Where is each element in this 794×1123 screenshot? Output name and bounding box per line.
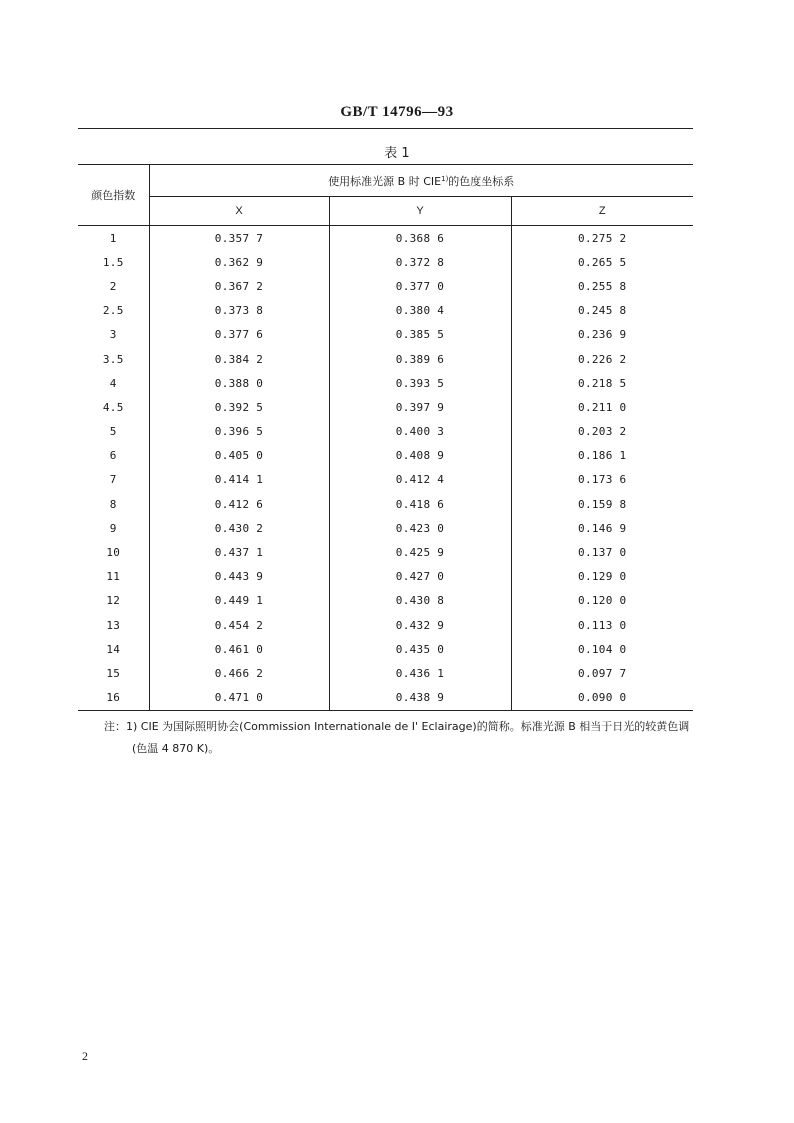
y-value-cell: 0.436 1: [329, 661, 511, 685]
z-value-cell: 0.236 9: [511, 323, 693, 347]
table-row: [78, 565, 693, 589]
x-value-cell: 0.471 0: [149, 686, 329, 711]
table-row: [78, 686, 693, 711]
color-index-cell: 16: [78, 686, 149, 711]
x-value-cell: 0.437 1: [149, 540, 329, 564]
table-row: [78, 347, 693, 371]
z-value-cell: 0.186 1: [511, 444, 693, 468]
table-row: [78, 468, 693, 492]
group-header-suffix: 的色度坐标系: [448, 174, 515, 188]
table-row: [78, 589, 693, 613]
color-index-cell: 13: [106, 618, 121, 632]
z-value-cell: 0.203 2: [511, 420, 693, 444]
table-body: [78, 226, 693, 711]
color-index-cell: 1: [109, 231, 117, 245]
group-header-prefix: 使用标准光源 B 时 CIE: [328, 174, 442, 188]
x-value-cell: 0.362 9: [149, 250, 329, 274]
y-value-cell: 0.393 5: [329, 371, 511, 395]
footnote-line-1: 注：1) CIE 为国际照明协会(Commission Internationale de I' Eclairage)的简称。标准光源 B 相当于日光的较黄色调: [104, 720, 690, 733]
x-value-cell: 0.430 2: [149, 516, 329, 540]
x-value-cell: 0.454 2: [149, 613, 329, 637]
page-number: 2: [82, 1049, 88, 1063]
z-value-cell: 0.275 2: [511, 226, 693, 251]
x-value-cell: 0.396 5: [149, 420, 329, 444]
z-value-cell: 0.255 8: [511, 274, 693, 298]
y-value-cell: 0.423 0: [329, 516, 511, 540]
y-value-cell: 0.438 9: [329, 686, 511, 711]
y-value-cell: 0.418 6: [329, 492, 511, 516]
y-value-cell: 0.432 9: [329, 613, 511, 637]
color-index-cell: 3: [109, 328, 117, 342]
chromaticity-table: [78, 164, 693, 711]
color-index-cell: 7: [109, 473, 117, 487]
table-title: 表 1: [384, 146, 410, 161]
x-value-cell: 0.388 0: [149, 371, 329, 395]
color-index-cell: 5: [109, 425, 117, 439]
table-row: [78, 613, 693, 637]
z-value-cell: 0.245 8: [511, 299, 693, 323]
column-header-x: X: [149, 197, 329, 226]
x-value-cell: 0.367 2: [149, 274, 329, 298]
x-value-cell: 0.412 6: [149, 492, 329, 516]
table-row: [78, 420, 693, 444]
color-index-cell: 11: [106, 570, 121, 584]
footnote: [104, 716, 704, 760]
table-row: [78, 226, 693, 251]
x-value-cell: 0.461 0: [149, 637, 329, 661]
y-value-cell: 0.435 0: [329, 637, 511, 661]
y-value-cell: 0.380 4: [329, 299, 511, 323]
x-value-cell: 0.392 5: [149, 395, 329, 419]
x-value-cell: 0.357 7: [149, 226, 329, 251]
color-index-cell: 10: [106, 546, 121, 560]
standard-code-header: GB/T 14796—93: [340, 104, 454, 120]
table-row: [78, 395, 693, 419]
footnote-line-2: (色温 4 870 K)。: [132, 742, 220, 755]
color-index-cell: 6: [109, 449, 117, 463]
table-row: [78, 661, 693, 685]
table-row: [78, 516, 693, 540]
z-value-cell: 0.120 0: [511, 589, 693, 613]
x-value-cell: 0.414 1: [149, 468, 329, 492]
z-value-cell: 0.113 0: [511, 613, 693, 637]
table-row: [78, 250, 693, 274]
table-row: [78, 637, 693, 661]
color-index-header: 颜色指数: [78, 165, 149, 226]
table-row: [78, 274, 693, 298]
chromaticity-group-header: [149, 165, 693, 197]
z-value-cell: 0.129 0: [511, 565, 693, 589]
z-value-cell: 0.137 0: [511, 540, 693, 564]
color-index-cell: 8: [109, 497, 117, 511]
x-value-cell: 0.443 9: [149, 565, 329, 589]
color-index-cell: 4: [109, 376, 117, 390]
y-value-cell: 0.368 6: [329, 226, 511, 251]
z-value-cell: 0.097 7: [511, 661, 693, 685]
x-value-cell: 0.466 2: [149, 661, 329, 685]
color-index-cell: 12: [106, 594, 121, 608]
table-row: [78, 299, 693, 323]
x-value-cell: 0.384 2: [149, 347, 329, 371]
y-value-cell: 0.430 8: [329, 589, 511, 613]
x-value-cell: 0.449 1: [149, 589, 329, 613]
y-value-cell: 0.412 4: [329, 468, 511, 492]
y-value-cell: 0.385 5: [329, 323, 511, 347]
y-value-cell: 0.400 3: [329, 420, 511, 444]
color-index-cell: 3.5: [102, 352, 124, 366]
y-value-cell: 0.389 6: [329, 347, 511, 371]
y-value-cell: 0.397 9: [329, 395, 511, 419]
z-value-cell: 0.265 5: [511, 250, 693, 274]
x-value-cell: 0.373 8: [149, 299, 329, 323]
header-rule: [78, 128, 693, 129]
color-index-cell: 4.5: [102, 400, 124, 414]
table-row: [78, 371, 693, 395]
y-value-cell: 0.427 0: [329, 565, 511, 589]
z-value-cell: 0.090 0: [511, 686, 693, 711]
y-value-cell: 0.425 9: [329, 540, 511, 564]
color-index-cell: 1.5: [102, 255, 124, 269]
table-row: [78, 492, 693, 516]
z-value-cell: 0.104 0: [511, 637, 693, 661]
y-value-cell: 0.408 9: [329, 444, 511, 468]
table-row: [78, 540, 693, 564]
y-value-cell: 0.377 0: [329, 274, 511, 298]
z-value-cell: 0.173 6: [511, 468, 693, 492]
x-value-cell: 0.377 6: [149, 323, 329, 347]
table-row: [78, 323, 693, 347]
color-index-cell: 2.5: [102, 304, 124, 318]
color-index-cell: 14: [106, 642, 121, 656]
z-value-cell: 0.218 5: [511, 371, 693, 395]
z-value-cell: 0.226 2: [511, 347, 693, 371]
column-header-z: Z: [511, 197, 693, 226]
color-index-cell: 15: [106, 666, 121, 680]
column-header-y: Y: [329, 197, 511, 226]
color-index-cell: 2: [109, 279, 117, 293]
x-value-cell: 0.405 0: [149, 444, 329, 468]
z-value-cell: 0.159 8: [511, 492, 693, 516]
color-index-cell: 9: [109, 521, 117, 535]
z-value-cell: 0.211 0: [511, 395, 693, 419]
z-value-cell: 0.146 9: [511, 516, 693, 540]
y-value-cell: 0.372 8: [329, 250, 511, 274]
footnote-ref: 1): [441, 174, 449, 183]
table-row: [78, 444, 693, 468]
